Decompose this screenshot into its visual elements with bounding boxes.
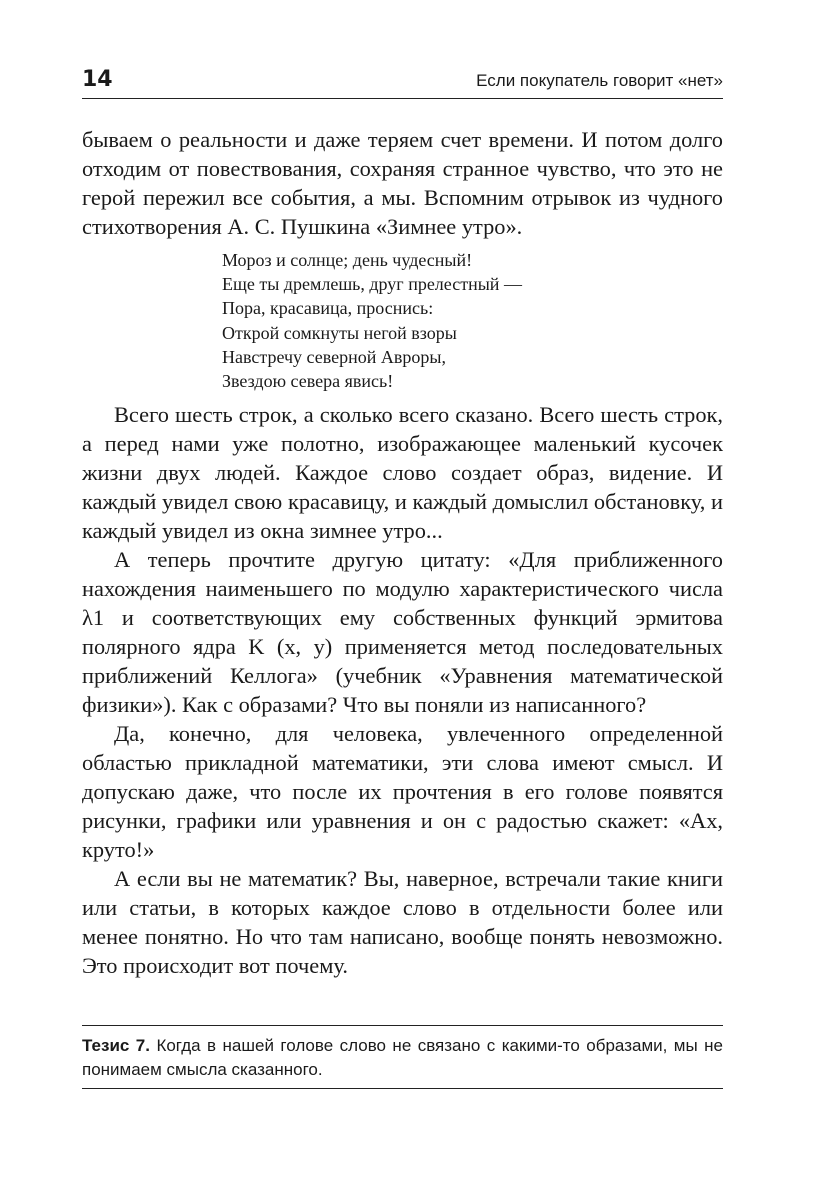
poem-quote	[222, 248, 723, 393]
paragraph-1: бываем о реальности и даже теряем счет времени. И потом долго отходим от повествования, сохраняя странное чувство, что это не герой пережил все события, а мы. Вспомним отрывок из чудного стихотворения А. С. Пушкина «Зимнее утро».	[82, 127, 723, 239]
poem-line: Мороз и солнце; день чудесный!	[222, 250, 473, 270]
page-header	[82, 66, 723, 99]
main-text	[82, 125, 723, 980]
poem-line: Пора, красавица, проснись:	[222, 298, 434, 319]
paragraph-2: Всего шесть строк, а сколько всего сказано. Всего шесть строк, а перед нами уже полотно, изображающее маленький кусочек жизни двух людей. Каждое слово создает образ, видение. И каждый увидел свою красавицу, и каждый домыслил обстановку, и каждый увидел из окна зимнее утро...	[82, 402, 723, 544]
thesis-label: Тезис 7.	[82, 1036, 150, 1055]
poem-line: Открой сомкнуты негой взоры	[222, 322, 457, 343]
running-title: Если покупатель говорит «нет»	[476, 71, 723, 90]
page-number: 14	[82, 67, 113, 92]
poem-line: Звездою севера явись!	[222, 371, 394, 392]
paragraph-4: Да, конечно, для человека, увлеченного определенной областью прикладной математики, эти слова имеют смысл. И допускаю даже, что после их прочтения в его голове появятся рисунки, графики или уравнения и он с радостью скажет: «Ах, круто!»	[82, 721, 723, 863]
paragraph-3: А теперь прочтите другую цитату: «Для приближенного нахождения наименьшего по модулю характеристического числа λ1 и соответствующих ему собственных функций эрмитова полярного ядра K (x, y) применяется метод последовательных приближений Келлога» (учебник «Уравнения математической физики»). Как с образами? Что вы поняли из написанного?	[82, 547, 723, 718]
paragraph-5: А если вы не математик? Вы, наверное, встречали такие книги или статьи, в которых каждое слово в отдельности более или менее понятно. Но что там написано, вообще понять невозможно. Это происходит вот почему.	[82, 866, 723, 979]
poem-line: Еще ты дремлешь, друг прелестный —	[222, 274, 522, 295]
thesis-box	[82, 1025, 723, 1089]
poem-line: Навстречу северной Авроры,	[222, 346, 446, 367]
thesis-text: Когда в нашей голове слово не связано с какими-то образами, мы не понимаем смысла сказанного.	[82, 1036, 723, 1079]
